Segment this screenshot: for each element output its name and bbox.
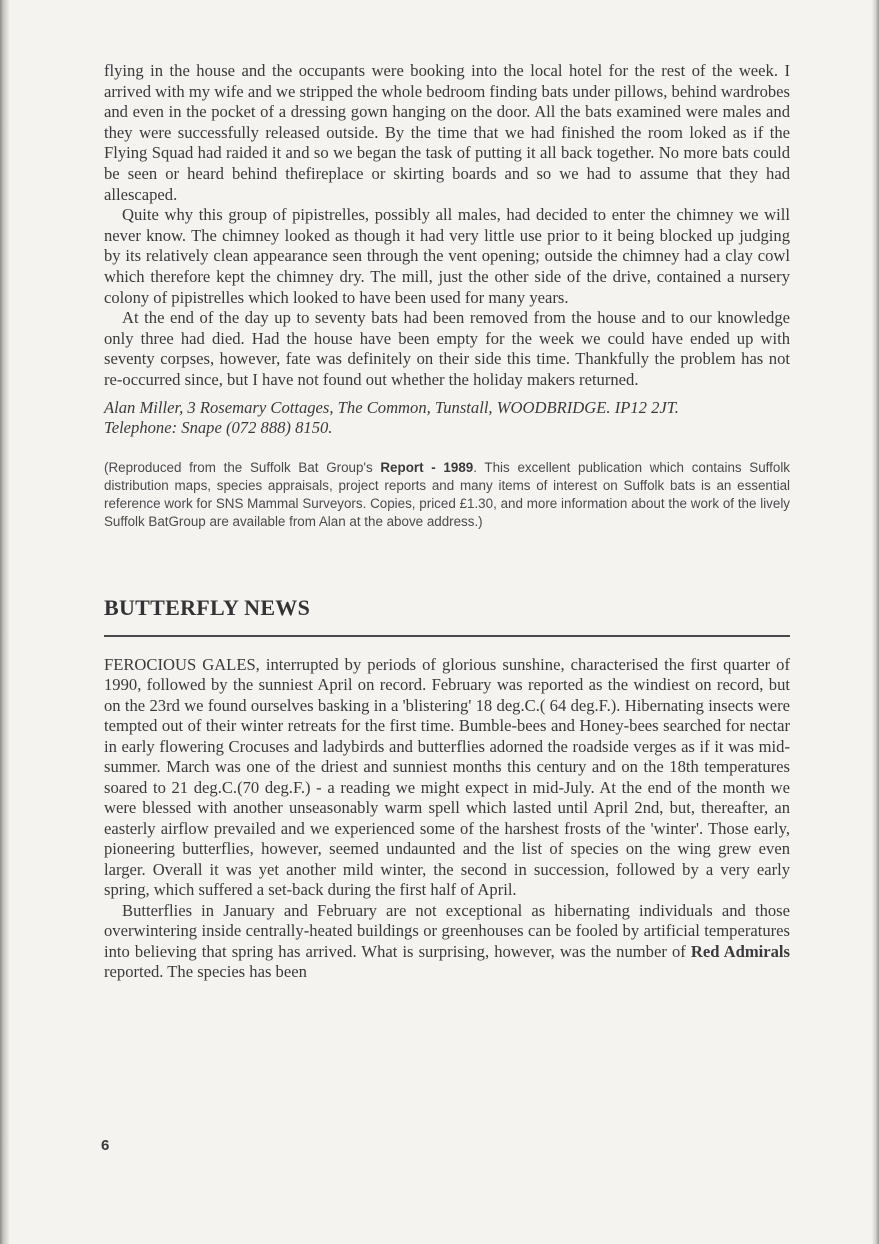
page-binding-edge	[0, 0, 9, 1244]
page-number: 6	[101, 1137, 110, 1154]
page-content	[104, 61, 790, 983]
species-red-admirals: Red Admirals	[690, 941, 791, 961]
reprint-note-text-end: . This excellent publication which contains Suffolk distribution maps, species appraisals, project reports and many items of interest on Suffolk bats is an essential reference work for SNS Mammal Surveyors. Copies, priced £1.30, and more information about the work of the lively Suffolk BatGroup are available from Alan at the above address.)	[104, 459, 790, 530]
heading-rule	[104, 635, 790, 637]
article-paragraph-2: Quite why this group of pipistrelles, possibly all males, had decided to enter the chimney we will never know. The chimney looked as though it had very little use prior to it being blocked up judging by its relatively clean appearance seen through the vent opening; outside the chimney had a clay cowl which therefore kept the chimney dry. The mill, just the other side of the drive, contained a nursery colony of pipistrelles which looked to have been used for many years.	[104, 205, 790, 307]
section-paragraph-1: FEROCIOUS GALES, interrupted by periods of glorious sunshine, characterised the first quarter of 1990, followed by the sunniest April on record. February was reported as the windiest on record, but on the 23rd we found ourselves basking in a 'blistering' 18 deg.C.( 64 deg.F.). Hibernating insects were tempted out of their winter retreats for the first time. Bumble-bees and Honey-bees searched for nectar in early flowering Crocuses and ladybirds and butterflies adorned the roadside verges as if it was mid-summer. March was one of the driest and sunniest months this century and on the 18th temperatures soared to 21 deg.C.(70 deg.F.) - a reading we might expect in mid-July. At the end of the month we were blessed with another unseasonably warm spell which lasted until April 2nd, but, thereafter, an easterly airflow prevailed and we experienced some of the harshest frosts of the 'winter'. Those early, pioneering butterflies, however, seemed undaunted and the list of species on the wing grew even larger. Overall it was yet another mild winter, the second in succession, followed by a very early spring, which suffered a set-back during the first half of April.	[104, 654, 790, 899]
page-right-edge	[872, 0, 879, 1244]
section-heading: BUTTERFLY NEWS	[104, 594, 311, 620]
article-paragraph-1: flying in the house and the occupants were booking into the local hotel for the rest of the week. I arrived with my wife and we stripped the whole bedroom finding bats under pillows, behind wardrobes and even in the pocket of a dressing gown hanging on the door. All the bats examined were males and they were successfully released outside. By the time that we had finished the room loked as if the Flying Squad had raided it and so we began the task of putting it all back together. No more bats could be seen or heard behind thefireplace or skirting boards and so we had to assume that they had allescaped.	[104, 61, 790, 204]
author-signature	[104, 398, 790, 439]
reprint-note	[104, 459, 790, 532]
article-paragraph-3: At the end of the day up to seventy bats had been removed from the house and to our knowledge only three had died. Had the house have been empty for the week we could have ended up with seventy corpses, however, fate was definitely on their side this time. Thankfully the problem has not re-occurred since, but I have not found out whether the holiday makers returned.	[104, 308, 790, 389]
author-telephone: Telephone: Snape (072 888) 8150.	[104, 418, 333, 438]
reprint-note-report-title: Report - 1989	[380, 459, 474, 475]
reprint-note-text-start: (Reproduced from the Suffolk Bat Group's	[104, 459, 381, 475]
section-paragraph-2-end: reported. The species has been	[104, 962, 307, 981]
section-paragraph-2	[104, 901, 790, 983]
section-paragraph-2-start: Butterflies in January and February are not exceptional as hibernating individuals and those overwintering inside centrally-heated buildings or greenhouses can be fooled by artificial temperatures into believing that spring has arrived. What is surprising, however, was the number of	[104, 900, 790, 961]
author-address: Alan Miller, 3 Rosemary Cottages, The Common, Tunstall, WOODBRIDGE. IP12 2JT.	[104, 397, 679, 417]
